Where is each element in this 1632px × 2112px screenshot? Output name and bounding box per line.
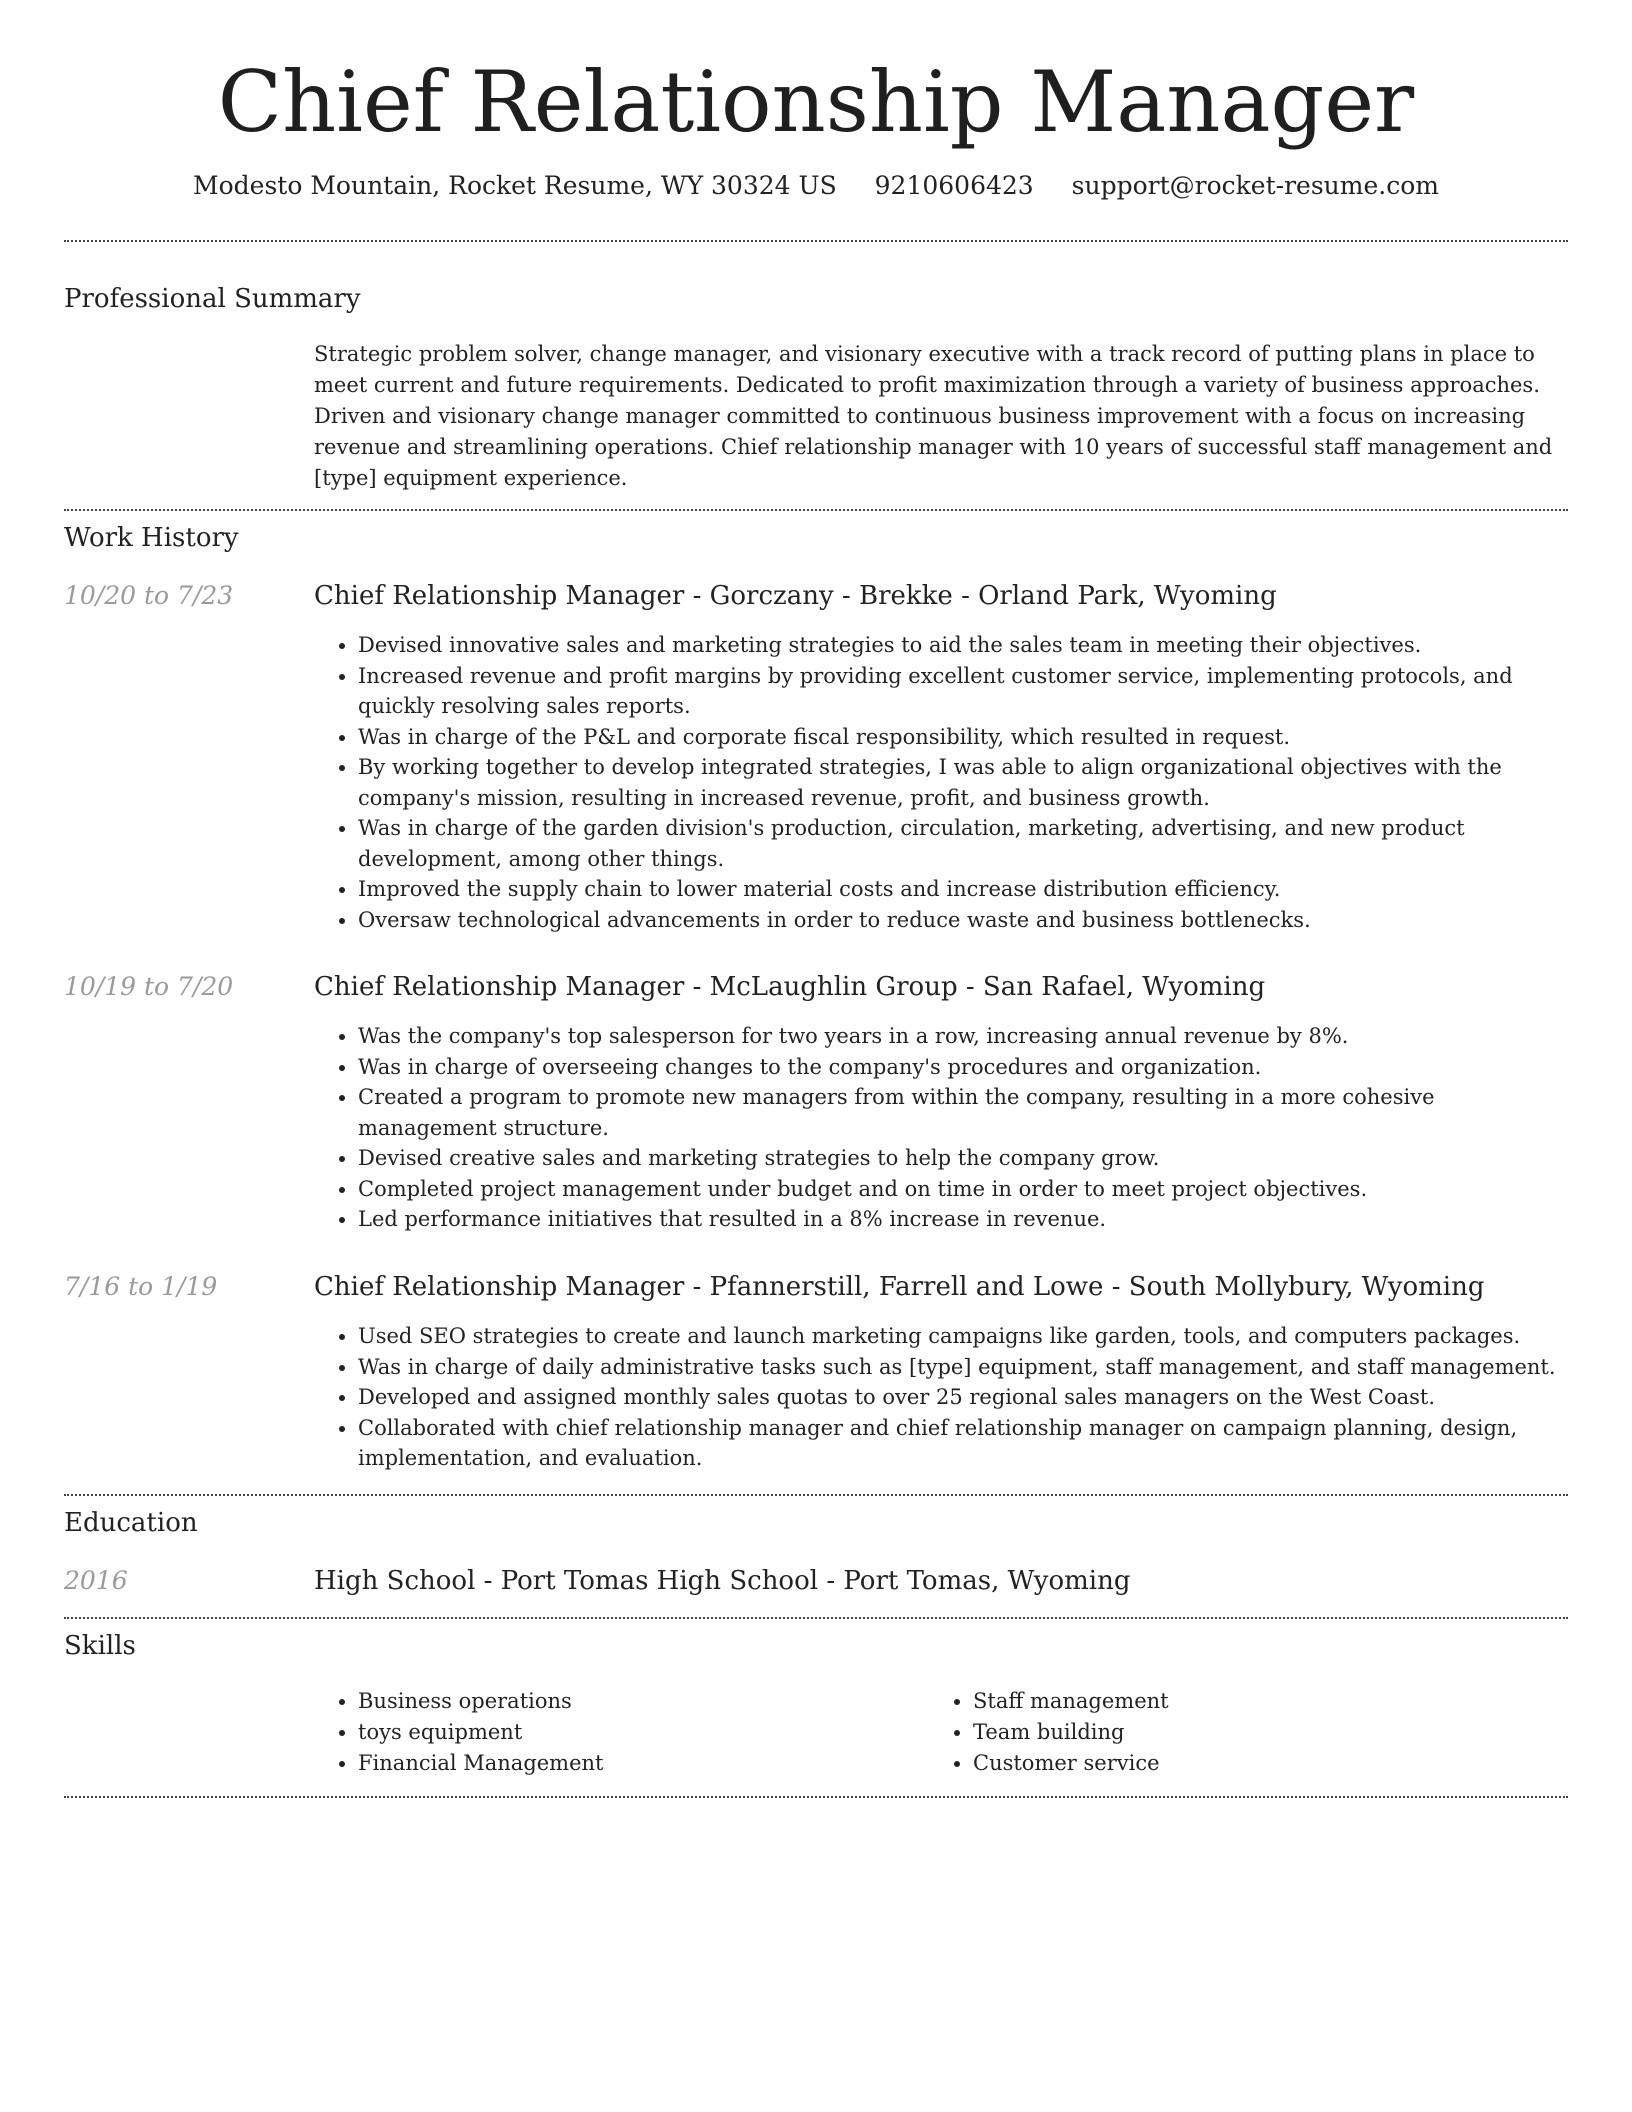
skill-item: • Team building (973, 1717, 1489, 1748)
skill-item: • Customer service (973, 1748, 1489, 1779)
section-title-work: Work History (64, 523, 239, 553)
job-bullet: • Oversaw technological advancements in order to reduce waste and business bottlenecks. (358, 905, 1559, 936)
section-divider (64, 509, 1568, 511)
job-bullet: • Was in charge of overseeing changes to the company's procedures and organization. (358, 1052, 1559, 1083)
skill-item: • toys equipment (358, 1717, 874, 1748)
education-year: 2016 (64, 1566, 128, 1595)
skill-item: • Business operations (358, 1686, 874, 1717)
job-heading: Chief Relationship Manager - Gorczany - Brekke - Orland Park, Wyoming (314, 581, 1277, 611)
section-divider (64, 1796, 1568, 1798)
skills-column-2 (929, 1686, 1489, 1779)
job-bullet: • Was the company's top salesperson for two years in a row, increasing annual revenue by 8%. (358, 1021, 1559, 1052)
job-bullet: • Was in charge of the garden division's production, circulation, marketing, advertising, and new product development, among other things. (358, 813, 1559, 874)
job-bullet: • Was in charge of the P&L and corporate fiscal responsibility, which resulted in request. (358, 722, 1559, 753)
contact-email: support@rocket-resume.com (1071, 171, 1439, 200)
contact-phone: 9210606423 (874, 171, 1034, 200)
job-bullets (314, 630, 1559, 935)
summary-text: Strategic problem solver, change manager, and visionary executive with a track record of putting plans in place to meet current and future requirements. Dedicated to profit maximization through a variety of business approaches. Driven and visionary change manager committed to continuous business improvement with a focus on increasing revenue and streamlining operations. Chief relationship manager with 10 years of successful staff management and [type] equipment experience. (314, 342, 1553, 490)
job-bullet: • By working together to develop integrated strategies, I was able to align organizational objectives with the company's mission, resulting in increased revenue, profit, and business growth. (358, 752, 1559, 813)
job-bullet: • Collaborated with chief relationship manager and chief relationship manager on campaign planning, design, implementation, and evaluation. (358, 1413, 1559, 1474)
job-bullets (314, 1021, 1559, 1235)
resume-name: Chief Relationship Manager (217, 53, 1415, 151)
skill-item: • Financial Management (358, 1748, 874, 1779)
job-bullet: • Devised innovative sales and marketing strategies to aid the sales team in meeting their objectives. (358, 630, 1559, 661)
job-bullet: • Developed and assigned monthly sales quotas to over 25 regional sales managers on the West Coast. (358, 1382, 1559, 1413)
job-dates: 7/16 to 1/19 (64, 1272, 218, 1301)
section-title-education: Education (64, 1508, 198, 1538)
contact-address: Modesto Mountain, Rocket Resume, WY 30324 US (193, 171, 837, 200)
job-heading: Chief Relationship Manager - McLaughlin Group - San Rafael, Wyoming (314, 972, 1266, 1002)
job-bullets (314, 1321, 1559, 1474)
job-bullet: • Led performance initiatives that resulted in a 8% increase in revenue. (358, 1204, 1559, 1235)
education-heading: High School - Port Tomas High School - Port Tomas, Wyoming (314, 1566, 1131, 1596)
job-dates: 10/20 to 7/23 (64, 581, 234, 610)
job-bullet: • Improved the supply chain to lower material costs and increase distribution efficiency. (358, 874, 1559, 905)
job-bullet: • Was in charge of daily administrative tasks such as [type] equipment, staff management, and staff management. (358, 1352, 1559, 1383)
job-bullet: • Used SEO strategies to create and launch marketing campaigns like garden, tools, and computers packages. (358, 1321, 1559, 1352)
resume-page (64, 0, 1568, 1775)
job-heading: Chief Relationship Manager - Pfannerstill, Farrell and Lowe - South Mollybury, Wyoming (314, 1272, 1485, 1302)
job-dates: 10/19 to 7/20 (64, 972, 234, 1001)
job-bullet: • Devised creative sales and marketing strategies to help the company grow. (358, 1143, 1559, 1174)
contact-line (64, 169, 1568, 203)
section-divider (64, 240, 1568, 242)
section-title-summary: Professional Summary (64, 284, 361, 314)
section-title-skills: Skills (64, 1631, 136, 1661)
section-divider (64, 1617, 1568, 1619)
skills-column-1 (314, 1686, 874, 1779)
job-bullet: • Completed project management under budget and on time in order to meet project objectives. (358, 1174, 1559, 1205)
job-bullet: • Created a program to promote new managers from within the company, resulting in a more cohesive management structure. (358, 1082, 1559, 1143)
skill-item: • Staff management (973, 1686, 1489, 1717)
section-divider (64, 1494, 1568, 1496)
job-bullet: • Increased revenue and profit margins by providing excellent customer service, implementing protocols, and quickly resolving sales reports. (358, 661, 1559, 722)
